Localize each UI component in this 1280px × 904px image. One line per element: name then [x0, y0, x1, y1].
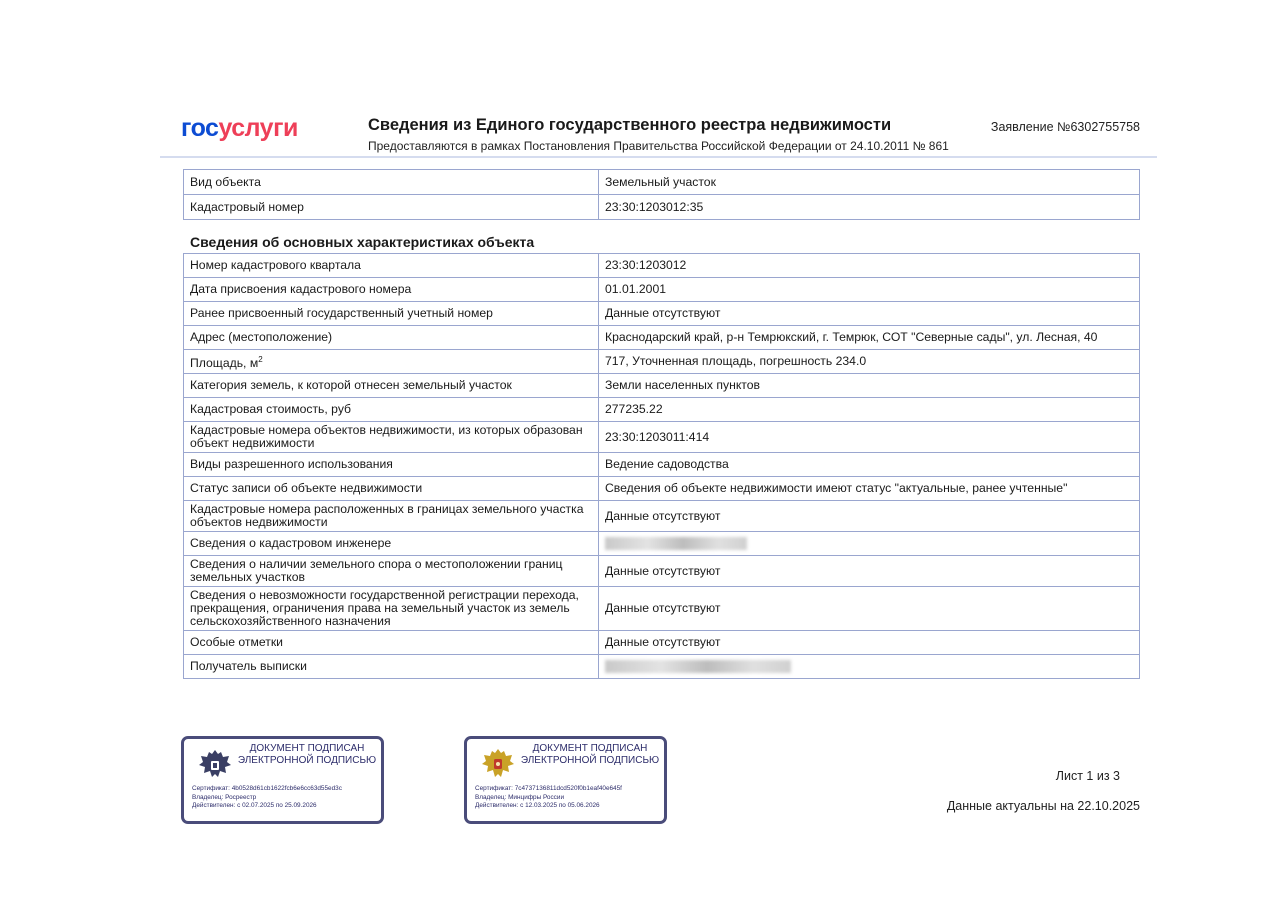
- sheet-number: Лист 1 из 3: [1055, 769, 1120, 783]
- row-label: Сведения о кадастровом инженере: [184, 532, 599, 556]
- table-row: [184, 398, 1140, 422]
- row-value: Краснодарский край, р-н Темрюкский, г. Темрюк, СОТ "Северные сады", ул. Лесная, 40: [599, 326, 1140, 350]
- table-row: [184, 501, 1140, 532]
- stamp-certificate: Сертификат: 4b0528d61cb1622fcb6e6cc63d55ed3c: [192, 785, 342, 792]
- stamp-title: ДОКУМЕНТ ПОДПИСАН ЭЛЕКТРОННОЙ ПОДПИСЬЮ: [237, 743, 377, 766]
- row-label: Кадастровая стоимость, руб: [184, 398, 599, 422]
- row-value: Земельный участок: [599, 170, 1140, 195]
- table-row: [184, 326, 1140, 350]
- row-label: Виды разрешенного использования: [184, 453, 599, 477]
- row-label: [184, 350, 599, 374]
- row-value: Данные отсутствуют: [599, 501, 1140, 532]
- application-number: Заявление №6302755758: [990, 120, 1140, 134]
- stamp-owner: Владелец: Минцифры России: [475, 793, 565, 801]
- section-heading: Сведения об основных характеристиках объекта: [190, 234, 535, 250]
- row-value: 717, Уточненная площадь, погрешность 234.0: [599, 350, 1140, 374]
- document-title: Сведения из Единого государственного реестра недвижимости: [368, 116, 892, 134]
- stamp-owner: Владелец: Росреестр: [192, 793, 257, 801]
- row-value: [599, 655, 1140, 679]
- row-value: Данные отсутствуют: [599, 302, 1140, 326]
- stamp-validity: Действителен: с 02.07.2025 по 25.09.2026: [192, 802, 317, 809]
- table-row: [184, 422, 1140, 453]
- area-label: Площадь, м: [190, 356, 259, 371]
- rosreestr-eagle-icon: [195, 744, 235, 784]
- row-value: 23:30:1203012:35: [599, 195, 1140, 220]
- row-value: Данные отсутствуют: [599, 556, 1140, 587]
- row-value: 23:30:1203011:414: [599, 422, 1140, 453]
- table-row: [184, 631, 1140, 655]
- object-identity-table: [183, 169, 1140, 220]
- signature-stamp-mincifry: [464, 736, 667, 824]
- table-row: [184, 374, 1140, 398]
- row-label: Категория земель, к которой отнесен земельный участок: [184, 374, 599, 398]
- row-value: 23:30:1203012: [599, 254, 1140, 278]
- stamp-certificate: Сертификат: 7c4737136811dcd520f0b1eaf40e645f: [475, 785, 622, 792]
- logo-gos: гос: [181, 114, 219, 142]
- row-label: Дата присвоения кадастрового номера: [184, 278, 599, 302]
- row-value: Данные отсутствуют: [599, 587, 1140, 631]
- row-value: Данные отсутствуют: [599, 631, 1140, 655]
- row-label: Кадастровый номер: [184, 195, 599, 220]
- row-label: Статус записи об объекте недвижимости: [184, 477, 599, 501]
- characteristics-table: [183, 253, 1140, 679]
- table-row: [184, 350, 1140, 374]
- gosuslugi-logo: [181, 114, 298, 143]
- coat-of-arms-icon: [478, 744, 518, 784]
- row-label: Особые отметки: [184, 631, 599, 655]
- table-row: [184, 587, 1140, 631]
- redacted-engineer: [605, 537, 747, 550]
- stamp-validity: Действителен: с 12.03.2025 по 05.06.2026: [475, 802, 600, 809]
- row-label: Сведения о невозможности государственной регистрации перехода, прекращения, ограничения права на земельный участок из земель сельскохозяйственного назначения: [184, 587, 599, 631]
- table-row: [184, 254, 1140, 278]
- table-row: [184, 532, 1140, 556]
- row-value: 277235.22: [599, 398, 1140, 422]
- row-label: Адрес (местоположение): [184, 326, 599, 350]
- stamp-title: ДОКУМЕНТ ПОДПИСАН ЭЛЕКТРОННОЙ ПОДПИСЬЮ: [520, 743, 660, 766]
- row-value: [599, 532, 1140, 556]
- row-label: Кадастровые номера объектов недвижимости, из которых образован объект недвижимости: [184, 422, 599, 453]
- row-value: Земли населенных пунктов: [599, 374, 1140, 398]
- row-label: Получатель выписки: [184, 655, 599, 679]
- redacted-recipient: [605, 660, 791, 673]
- table-row: [184, 655, 1140, 679]
- table-row: [184, 170, 1140, 195]
- row-label: Вид объекта: [184, 170, 599, 195]
- document-subtitle: Предоставляются в рамках Постановления Правительства Российской Федерации от 24.10.2011 № 861: [368, 139, 949, 153]
- table-row: [184, 556, 1140, 587]
- data-actual-date: Данные актуальны на 22.10.2025: [946, 799, 1140, 813]
- row-value: Сведения об объекте недвижимости имеют статус "актуальные, ранее учтенные": [599, 477, 1140, 501]
- stamp-meta: [475, 785, 622, 811]
- table-row: [184, 453, 1140, 477]
- header-divider: [160, 156, 1157, 158]
- table-row: [184, 302, 1140, 326]
- row-value: 01.01.2001: [599, 278, 1140, 302]
- logo-uslugi: услуги: [218, 114, 298, 142]
- row-label: Сведения о наличии земельного спора о местоположении границ земельных участков: [184, 556, 599, 587]
- table-row: [184, 477, 1140, 501]
- row-value: Ведение садоводства: [599, 453, 1140, 477]
- stamp-meta: [192, 785, 342, 811]
- table-row: [184, 195, 1140, 220]
- signature-stamp-rosreestr: [181, 736, 384, 824]
- row-label: Кадастровые номера расположенных в границах земельного участка объектов недвижимости: [184, 501, 599, 532]
- row-label: Ранее присвоенный государственный учетный номер: [184, 302, 599, 326]
- table-row: [184, 278, 1140, 302]
- area-unit-superscript: 2: [258, 354, 263, 364]
- row-label: Номер кадастрового квартала: [184, 254, 599, 278]
